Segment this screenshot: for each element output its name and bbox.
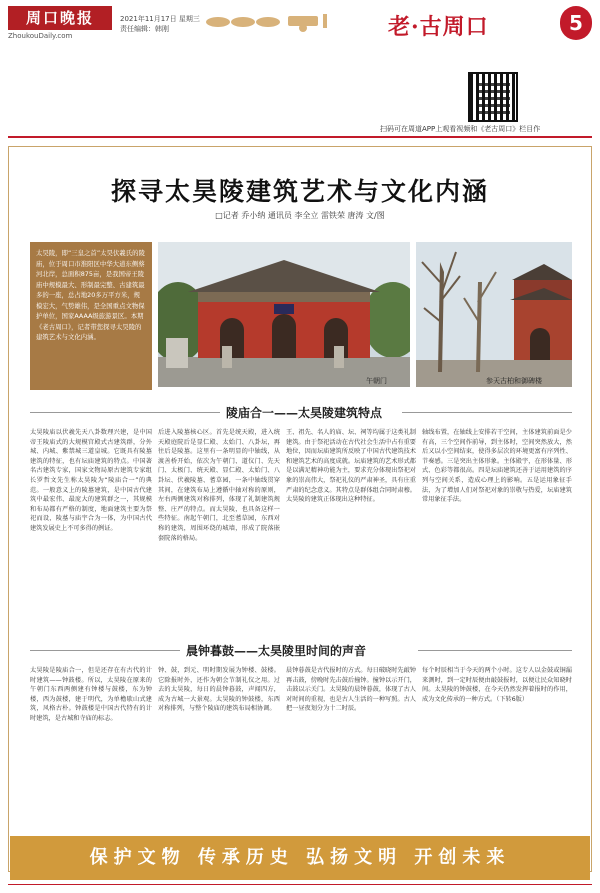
photo-cypress-caption: 参天古柏和御碑楼 [486,377,542,385]
issue-editor: 责任编辑：韩刚 [120,25,169,33]
section2-column-4: 每个时辰相当于今天的两个小时。这专人以金鼓或铜漏来测时，到一定时辰便由敲鼓报时，以便让民众知晓时间。太昊陵的钟鼓楼，在今天仍然发挥着报时的作用，成为文化传承的一种方式。（下转6版） [422,667,572,703]
article-byline: □记者 乔小纳 通讯员 李全立 雷铁荣 唐涛 文/图 [215,211,385,220]
section1-title: 陵庙合一——太昊陵建筑特点 [226,406,383,420]
photo-wuchaomen [158,242,410,387]
section2-column-2: 钟、鼓，到元、明时期发展为钟楼、鼓楼。它除报时外，还作为朝会节制礼仪之用。过去的太昊陵，每日的晨钟暮鼓，声闻四方，成为古城一大景观。太昊陵的钟鼓楼，东西对称排列，与整个陵庙的建筑布局相协调。 [158,667,280,713]
section2-rule-left [30,650,180,651]
photo-cypress-stele [416,242,572,387]
gate-illustration [158,242,410,387]
chariot-illustration [198,10,348,32]
qr-caption: 扫码可在周道APP上观看视频和《老古周口》栏目作 [380,125,541,133]
footer-divider [8,884,592,885]
section2-column-3: 晨钟暮鼓是古代报时的方式。每日破晓时先敲钟再击鼓，傍晚时先击鼓后撞钟。撞钟以示开门，击鼓以示关门。太昊陵的晨钟暮鼓，体现了古人对时间的重视，也是古人生活的一种写照。古人把一昼夜划分为十二时辰。 [286,667,416,713]
section-title: 老·古周口 [388,14,489,40]
section2-column-1: 太昊陵是陵庙合一，但是还存在有古代的计时建筑——钟鼓楼。所以，太昊陵在原来的午朝门东西两侧建有钟楼与鼓楼，东为钟楼，西为鼓楼，建于明代，为单檐歇山式建筑，风格古朴。钟鼓楼是中国古代特有的计时建筑，是古城和寺庙的标志。 [30,667,152,722]
issue-info [120,14,200,34]
intro-box: 太昊陵，即“三皇之首”太昊伏羲氏的陵庙，位于周口市淮阳区中华大道东侧蔡河北岸，总面积875亩，是我国帝王陵庙中规模最大、形制最完整、古建筑最多的一座，总占地20多万平方米，规模宏大，气势雄伟，是全国重点文物保护单位，国家AAAA级旅游景区。本期《老古周口》，记者带您探寻太昊陵的建筑艺术与文化内涵。 [30,242,152,390]
cypress-illustration [416,242,572,387]
section1-column-3: 王、祖先、名人的庙、坛、祠等均属于这类礼制建筑。由于祭祀活动在古代社会生活中占有重要地位，因而坛庙建筑所反映了中国古代建筑技术和建筑艺术的高度成就。坛庙建筑的艺术形式都是以满足精神功能为主，要求充分体现出祭祀对象的崇高伟大，祭祀礼仪的严肃神圣，具有庄重严肃的纪念意义。其特点是群体组合同时肃穆。太昊陵的建筑正体现出这种特征。 [286,429,416,504]
section1-column-1: 太昊陵庙以伏羲先天八卦数理兴建，是中国帝王陵庙式的大规模宫殿式古建筑群，分外城、内城、紫禁城三道皇城。它既具有陵墓建筑的特征，也有坛庙建筑的特点。中国著名古建筑专家，国家文物局原古建筑专家组长罗哲文先生称太昊陵为“陵庙合一”的典范。一般意义上的陵墓建筑，是中国古代建筑中最宏伟、最庞大的建筑群之一，其规模和布局都有严格的制度，地面建筑主要为祭祀而设，陵墓与庙宇合为一体，为中国古代建筑发展史上不可多得的例证。 [30,429,152,532]
photo-wuchaomen-caption: 午朝门 [366,377,387,385]
section1-column-4: 轴线布置，在轴线上安排若干空间，主体建筑前面是少有高，三个空间作前导，到主体时，空间突然放大，然后又以小空间结束，使得多层次的环境更富有序列性、节奏感。三是突出主体形象。主体殿宇，在形体量、形式、色彩等都很高。四是坛庙建筑还善于运用建筑的序列与空间关系，造成心理上的影响。五是运用象征手法，为了增加人们对祭祀对象的崇敬与热爱，坛庙建筑常用象征手法。 [422,429,572,504]
header-divider [8,136,592,138]
site-url: ZhoukouDaily.com [8,32,73,40]
qr-code[interactable] [468,72,518,122]
masthead [8,6,592,56]
section1-rule-right [402,412,572,413]
section1-rule-left [30,412,220,413]
page-number-badge: 5 [560,6,592,40]
newspaper-logo: 周口晚报 [8,6,112,30]
footer-slogan: 保护文物 传承历史 弘扬文明 开创未来 [10,836,590,880]
article-headline: 探寻太昊陵建筑艺术与文化内涵 [110,177,489,206]
section1-column-2: 后进入陵墓核心区。首先是统天殿，进入统天殿庭院后是显仁殿、太始门、八卦坛，再往后是陵墓。这里有一条明显的中轴线，从渡善桥开始，依次为午朝门、道仪门、先天门、太极门、统天殿、显仁殿、太始门、八卦坛、伏羲陵墓、蓍草园，一条中轴线贯穿其间，在建筑布局上遵循中轴对称的原则，左右两侧建筑对称排列，体现了礼制建筑规整、庄严的特点。而太昊陵，也具备这样一些特征。南起午朝门，北至蓍草园，东西对称的建筑，周围环绕的城墙，形成了院落嵌套院落的格局。 [158,429,280,542]
section2-rule-right [418,650,572,651]
issue-date: 2021年11月17日 星期三 [120,15,200,23]
section2-title: 晨钟暮鼓——太昊陵里时间的声音 [186,644,367,658]
